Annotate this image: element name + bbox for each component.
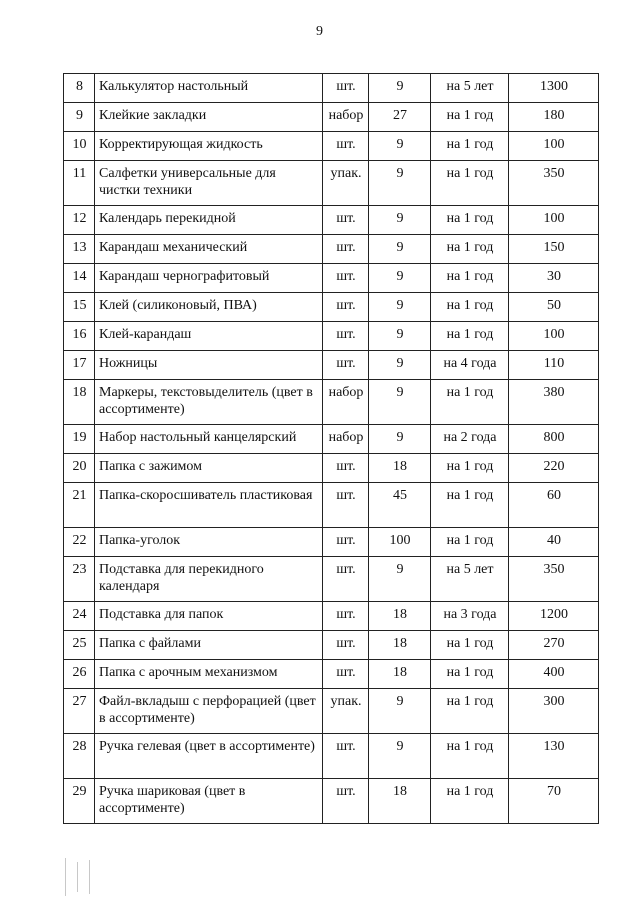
item-name-cell: Корректирующая жидкость bbox=[95, 132, 323, 161]
item-name-cell: Подставка для папок bbox=[95, 602, 323, 631]
quantity-cell: 9 bbox=[369, 235, 431, 264]
unit-cell: набор bbox=[323, 103, 369, 132]
row-number-cell: 12 bbox=[64, 206, 95, 235]
quantity-cell: 18 bbox=[369, 660, 431, 689]
term-cell: на 1 год bbox=[431, 380, 509, 425]
table-row bbox=[64, 425, 599, 454]
row-number-cell: 11 bbox=[64, 161, 95, 206]
unit-cell: шт. bbox=[323, 734, 369, 779]
unit-cell: набор bbox=[323, 425, 369, 454]
table-row bbox=[64, 103, 599, 132]
item-name-cell: Маркеры, текстовыделитель (цвет в ассортименте) bbox=[95, 380, 323, 425]
item-name-cell: Набор настольный канцелярский bbox=[95, 425, 323, 454]
quantity-cell: 9 bbox=[369, 322, 431, 351]
price-cell: 350 bbox=[509, 161, 599, 206]
unit-cell: шт. bbox=[323, 779, 369, 824]
item-name-cell: Папка с зажимом bbox=[95, 454, 323, 483]
unit-cell: упак. bbox=[323, 161, 369, 206]
unit-cell: шт. bbox=[323, 660, 369, 689]
price-cell: 220 bbox=[509, 454, 599, 483]
row-number-cell: 27 bbox=[64, 689, 95, 734]
unit-cell: шт. bbox=[323, 293, 369, 322]
term-cell: на 1 год bbox=[431, 528, 509, 557]
item-name-cell: Папка с файлами bbox=[95, 631, 323, 660]
term-cell: на 1 год bbox=[431, 235, 509, 264]
quantity-cell: 9 bbox=[369, 132, 431, 161]
table-row bbox=[64, 454, 599, 483]
item-name-cell: Ручка гелевая (цвет в ассортименте) bbox=[95, 734, 323, 779]
price-cell: 270 bbox=[509, 631, 599, 660]
table-row bbox=[64, 602, 599, 631]
unit-cell: шт. bbox=[323, 206, 369, 235]
supplies-table-body bbox=[64, 74, 599, 824]
item-name-cell: Папка-уголок bbox=[95, 528, 323, 557]
quantity-cell: 9 bbox=[369, 425, 431, 454]
table-row bbox=[64, 631, 599, 660]
item-name-cell: Подставка для перекидного календаря bbox=[95, 557, 323, 602]
price-cell: 380 bbox=[509, 380, 599, 425]
unit-cell: шт. bbox=[323, 528, 369, 557]
term-cell: на 5 лет bbox=[431, 557, 509, 602]
table-row bbox=[64, 779, 599, 824]
unit-cell: набор bbox=[323, 380, 369, 425]
term-cell: на 1 год bbox=[431, 293, 509, 322]
quantity-cell: 9 bbox=[369, 161, 431, 206]
row-number-cell: 13 bbox=[64, 235, 95, 264]
term-cell: на 1 год bbox=[431, 206, 509, 235]
table-row bbox=[64, 660, 599, 689]
table-row bbox=[64, 161, 599, 206]
supplies-table bbox=[63, 73, 599, 824]
price-cell: 400 bbox=[509, 660, 599, 689]
price-cell: 300 bbox=[509, 689, 599, 734]
term-cell: на 1 год bbox=[431, 689, 509, 734]
row-number-cell: 25 bbox=[64, 631, 95, 660]
unit-cell: шт. bbox=[323, 351, 369, 380]
term-cell: на 1 год bbox=[431, 264, 509, 293]
quantity-cell: 9 bbox=[369, 380, 431, 425]
price-cell: 350 bbox=[509, 557, 599, 602]
term-cell: на 1 год bbox=[431, 322, 509, 351]
term-cell: на 1 год bbox=[431, 103, 509, 132]
row-number-cell: 21 bbox=[64, 483, 95, 528]
unit-cell: упак. bbox=[323, 689, 369, 734]
price-cell: 100 bbox=[509, 206, 599, 235]
row-number-cell: 15 bbox=[64, 293, 95, 322]
term-cell: на 1 год bbox=[431, 454, 509, 483]
term-cell: на 1 год bbox=[431, 132, 509, 161]
quantity-cell: 100 bbox=[369, 528, 431, 557]
item-name-cell: Клей-карандаш bbox=[95, 322, 323, 351]
table-row bbox=[64, 264, 599, 293]
quantity-cell: 9 bbox=[369, 734, 431, 779]
unit-cell: шт. bbox=[323, 483, 369, 528]
quantity-cell: 9 bbox=[369, 351, 431, 380]
item-name-cell: Карандаш механический bbox=[95, 235, 323, 264]
item-name-cell: Календарь перекидной bbox=[95, 206, 323, 235]
price-cell: 180 bbox=[509, 103, 599, 132]
row-number-cell: 14 bbox=[64, 264, 95, 293]
quantity-cell: 9 bbox=[369, 206, 431, 235]
item-name-cell: Салфетки универсальные для чистки техники bbox=[95, 161, 323, 206]
unit-cell: шт. bbox=[323, 602, 369, 631]
price-cell: 800 bbox=[509, 425, 599, 454]
row-number-cell: 22 bbox=[64, 528, 95, 557]
price-cell: 60 bbox=[509, 483, 599, 528]
unit-cell: шт. bbox=[323, 132, 369, 161]
table-row bbox=[64, 132, 599, 161]
unit-cell: шт. bbox=[323, 322, 369, 351]
unit-cell: шт. bbox=[323, 631, 369, 660]
row-number-cell: 18 bbox=[64, 380, 95, 425]
row-number-cell: 8 bbox=[64, 74, 95, 103]
term-cell: на 1 год bbox=[431, 631, 509, 660]
quantity-cell: 27 bbox=[369, 103, 431, 132]
row-number-cell: 23 bbox=[64, 557, 95, 602]
row-number-cell: 10 bbox=[64, 132, 95, 161]
quantity-cell: 9 bbox=[369, 264, 431, 293]
quantity-cell: 18 bbox=[369, 602, 431, 631]
table-row bbox=[64, 380, 599, 425]
item-name-cell: Ножницы bbox=[95, 351, 323, 380]
price-cell: 30 bbox=[509, 264, 599, 293]
price-cell: 1300 bbox=[509, 74, 599, 103]
item-name-cell: Клейкие закладки bbox=[95, 103, 323, 132]
table-row bbox=[64, 206, 599, 235]
row-number-cell: 24 bbox=[64, 602, 95, 631]
price-cell: 50 bbox=[509, 293, 599, 322]
term-cell: на 1 год bbox=[431, 734, 509, 779]
price-cell: 130 bbox=[509, 734, 599, 779]
price-cell: 40 bbox=[509, 528, 599, 557]
price-cell: 110 bbox=[509, 351, 599, 380]
row-number-cell: 19 bbox=[64, 425, 95, 454]
quantity-cell: 9 bbox=[369, 293, 431, 322]
price-cell: 1200 bbox=[509, 602, 599, 631]
table-row bbox=[64, 528, 599, 557]
quantity-cell: 9 bbox=[369, 557, 431, 602]
unit-cell: шт. bbox=[323, 557, 369, 602]
term-cell: на 5 лет bbox=[431, 74, 509, 103]
table-row bbox=[64, 483, 599, 528]
term-cell: на 1 год bbox=[431, 779, 509, 824]
row-number-cell: 20 bbox=[64, 454, 95, 483]
table-row bbox=[64, 74, 599, 103]
item-name-cell: Ручка шариковая (цвет в ассортименте) bbox=[95, 779, 323, 824]
quantity-cell: 9 bbox=[369, 74, 431, 103]
table-row bbox=[64, 351, 599, 380]
row-number-cell: 29 bbox=[64, 779, 95, 824]
quantity-cell: 18 bbox=[369, 779, 431, 824]
row-number-cell: 28 bbox=[64, 734, 95, 779]
term-cell: на 1 год bbox=[431, 660, 509, 689]
table-row bbox=[64, 235, 599, 264]
item-name-cell: Папка с арочным механизмом bbox=[95, 660, 323, 689]
quantity-cell: 45 bbox=[369, 483, 431, 528]
unit-cell: шт. bbox=[323, 264, 369, 293]
row-number-cell: 26 bbox=[64, 660, 95, 689]
row-number-cell: 16 bbox=[64, 322, 95, 351]
term-cell: на 1 год bbox=[431, 161, 509, 206]
unit-cell: шт. bbox=[323, 454, 369, 483]
page-number: 9 bbox=[316, 24, 323, 39]
term-cell: на 4 года bbox=[431, 351, 509, 380]
row-number-cell: 9 bbox=[64, 103, 95, 132]
table-row bbox=[64, 322, 599, 351]
table-row bbox=[64, 734, 599, 779]
item-name-cell: Папка-скоросшиватель пластиковая bbox=[95, 483, 323, 528]
term-cell: на 2 года bbox=[431, 425, 509, 454]
unit-cell: шт. bbox=[323, 74, 369, 103]
table-row bbox=[64, 293, 599, 322]
price-cell: 70 bbox=[509, 779, 599, 824]
price-cell: 100 bbox=[509, 322, 599, 351]
quantity-cell: 18 bbox=[369, 631, 431, 660]
term-cell: на 3 года bbox=[431, 602, 509, 631]
unit-cell: шт. bbox=[323, 235, 369, 264]
price-cell: 150 bbox=[509, 235, 599, 264]
item-name-cell: Клей (силиконовый, ПВА) bbox=[95, 293, 323, 322]
table-row bbox=[64, 689, 599, 734]
quantity-cell: 9 bbox=[369, 689, 431, 734]
quantity-cell: 18 bbox=[369, 454, 431, 483]
row-number-cell: 17 bbox=[64, 351, 95, 380]
item-name-cell: Карандаш чернографитовый bbox=[95, 264, 323, 293]
price-cell: 100 bbox=[509, 132, 599, 161]
scan-artifact bbox=[63, 858, 93, 898]
table-row bbox=[64, 557, 599, 602]
item-name-cell: Файл-вкладыш с перфорацией (цвет в ассортименте) bbox=[95, 689, 323, 734]
item-name-cell: Калькулятор настольный bbox=[95, 74, 323, 103]
term-cell: на 1 год bbox=[431, 483, 509, 528]
